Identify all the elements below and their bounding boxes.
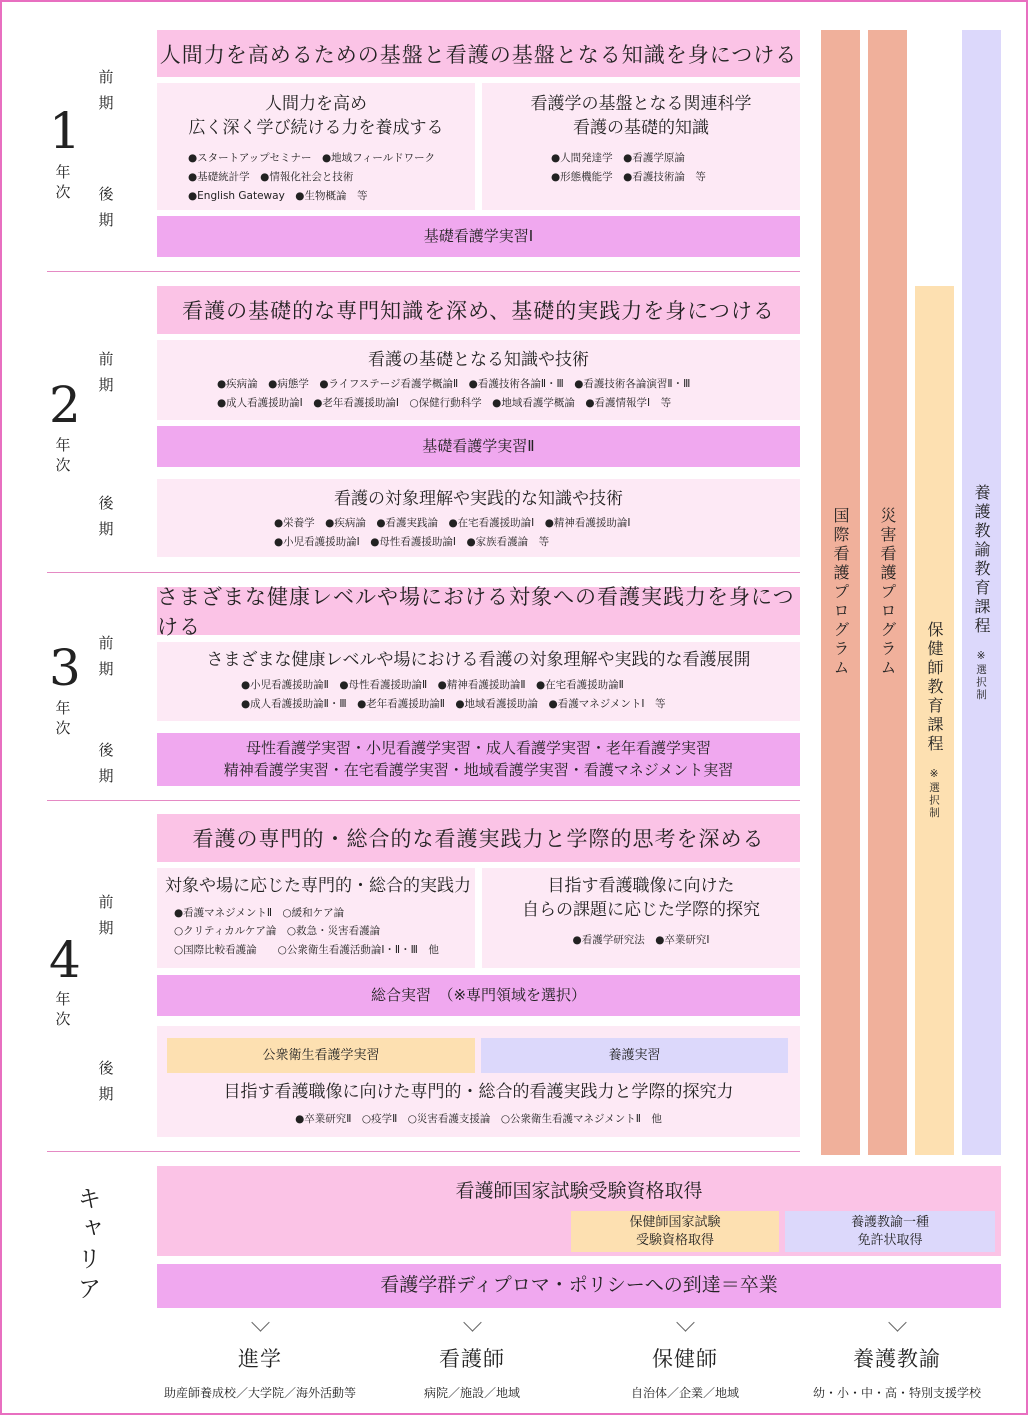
chevron-down-icon [676,1313,694,1331]
program-international [821,30,860,1155]
destination-name: 看護師 [439,1347,505,1371]
career-yogo-license: 養護教諭一種 免許状取得 [785,1211,995,1252]
destination-detail: 病院／施設／地域 [423,1386,520,1400]
year-1-box-nursing-basics-items: ●人間発達学 ●看護学原論 ●形態機能学 ●看護技術論 等 [551,151,706,184]
year-2-box-practical-items: ●栄養学 ●疾病論 ●看護実践論 ●在宅看護援助論Ⅰ ●精神看護援助論Ⅰ ●小児看護援助論Ⅰ ●母性看護援助論Ⅰ ●家族看護論 等 [274,516,631,549]
year-1-practicum: 基礎看護学実習Ⅰ [157,216,800,257]
year-3-practicum: 母性看護学実習・小児看護学実習・成人看護学実習・老年看護学実習 精神看護学実習・在宅看護学実習・地域看護学実習・看護マネジメント実習 [157,733,800,786]
year-divider-3 [47,800,800,801]
year-4-final-title: 目指す看護職像に向けた専門的・総合的看護実践力と学際的探究力 [223,1082,734,1102]
destination-name: 保健師 [652,1347,718,1371]
chevron-down-icon [463,1313,481,1331]
chevron-down-icon [251,1313,269,1331]
year-3-box-diverse-items: ●小児看護援助論Ⅱ ●母性看護援助論Ⅱ ●精神看護援助論Ⅱ ●在宅看護援助論Ⅱ ●成人看護援助論Ⅱ・Ⅲ ●老年看護援助論Ⅱ ●地域看護援助論 ●看護マネジメントⅠ 等 [241,678,666,711]
destination-public-health-nurse [570,1316,800,1401]
destination-detail: 助産師養成校／大学院／海外活動等 [163,1386,356,1400]
year-1-term-first: 前期 [98,68,114,113]
program-public-health-nurse [915,286,954,1155]
year-1-label: 年次 [55,163,71,201]
year-4-term-first: 前期 [98,893,114,938]
program-public-health-nurse-note: ※選択制 [928,768,940,820]
year-2-number: 2 [49,376,81,434]
year-3-term-first: 前期 [98,634,114,679]
school-nurse-practicum: 養護実習 [481,1038,788,1073]
year-4-number: 4 [49,931,81,989]
year-divider-2 [47,572,800,573]
destination-name: 養護教諭 [853,1347,941,1371]
year-3-box-diverse [157,642,800,721]
year-2-box-foundation [157,340,800,420]
year-2-practicum: 基礎看護学実習Ⅱ [157,426,800,467]
year-2-box-foundation-title: 看護の基礎となる知識や技術 [368,350,589,370]
year-1-box-humanity [157,83,475,210]
program-school-nurse-name: 養護教諭教育課程 [972,483,991,636]
career-license-box [157,1166,1001,1256]
destination-school-nurse [782,1316,1012,1401]
program-disaster [868,30,907,1155]
chevron-down-icon [888,1313,906,1331]
public-health-practicum: 公衆衛生看護学実習 [167,1038,475,1073]
year-4-header: 看護の専門的・総合的な看護実践力と学際的思考を深める [157,814,800,862]
program-disaster-name: 災害看護プログラム [878,507,897,678]
program-public-health-nurse-name: 保健師教育課程 [925,621,944,755]
year-4-box-interdisciplinary-title: 目指す看護職像に向けた 自らの課題に応じた学際的探究 [522,876,760,920]
year-2-box-foundation-items: ●疾病論 ●病態学 ●ライフステージ看護学概論Ⅱ ●看護技術各論Ⅱ・Ⅲ ●看護技術各論演習Ⅱ・Ⅲ ●成人看護援助論Ⅰ ●老年看護援助論Ⅰ ○保健行動科学 ●地域看護学概論 ●看護情報学Ⅰ 等 [217,377,691,410]
year-2-term-first: 前期 [98,350,114,395]
year-divider-1 [47,271,800,272]
destination-graduate-school [145,1316,375,1401]
year-1-box-humanity-items: ●スタートアップセミナー ●地域フィールドワーク ●基礎統計学 ●情報化社会と技術 ●English Gateway ●生物概論 等 [188,151,436,203]
year-3-label: 年次 [55,699,71,737]
year-2-label: 年次 [55,436,71,474]
year-3-number: 3 [49,639,81,697]
year-2-term-second: 後期 [98,494,114,539]
year-4-box-specialized-items: ●看護マネジメントⅡ ○緩和ケア論 ○クリティカルケア論 ○救急・災害看護論 ○国際比較看護論 ○公衆衛生看護活動論Ⅰ・Ⅱ・Ⅲ 他 [174,906,439,956]
program-school-nurse-note: ※選択制 [975,649,987,702]
year-3-term-second: 後期 [98,741,114,786]
career-label: キャリア [73,1186,101,1306]
year-divider-4 [47,1151,800,1152]
year-1-box-humanity-title: 人間力を高め 広く深く学び続ける力を養成する [188,94,444,138]
year-3-header: さまざまな健康レベルや場における対象への看護実践力を身につける [157,587,800,635]
year-4-term-second: 後期 [98,1059,114,1104]
career-phn-license: 保健師国家試験 受験資格取得 [571,1211,779,1252]
career-main-license: 看護師国家試験受験資格取得 [455,1180,703,1202]
year-4-box-interdisciplinary [482,868,800,968]
year-4-final-items: ●卒業研究Ⅱ ○疫学Ⅱ ○災害看護支援論 ○公衆衛生看護マネジメントⅡ 他 [295,1113,662,1125]
destination-detail: 幼・小・中・高・特別支援学校 [812,1386,981,1400]
year-4-practicum: 総合実習 （※専門領域を選択） [157,975,800,1016]
year-3-box-diverse-title: さまざまな健康レベルや場における看護の対象理解や実践的な看護展開 [206,650,751,670]
program-school-nurse [962,30,1001,1155]
year-1-header: 人間力を高めるための基盤と看護の基盤となる知識を身につける [157,30,800,77]
year-2-box-practical [157,479,800,557]
destination-name: 進学 [238,1347,282,1371]
year-1-box-nursing-basics-title: 看護学の基盤となる関連科学 看護の基礎的知識 [530,94,752,138]
program-international-name: 国際看護プログラム [831,507,850,678]
graduation-banner: 看護学群ディプロマ・ポリシーへの到達＝卒業 [157,1264,1001,1308]
year-1-number: 1 [49,102,81,160]
year-4-box-specialized-title: 対象や場に応じた専門的・総合的実践力 [165,876,471,896]
year-1-box-nursing-basics [482,83,800,210]
destination-detail: 自治体／企業／地域 [630,1386,739,1400]
year-4-box-final [157,1026,800,1137]
destination-nurse [357,1316,587,1401]
year-2-header: 看護の基礎的な専門知識を深め、基礎的実践力を身につける [157,286,800,334]
year-4-label: 年次 [55,990,71,1028]
year-2-box-practical-title: 看護の対象理解や実践的な知識や技術 [334,489,623,509]
year-4-box-specialized [157,868,475,968]
year-4-box-interdisciplinary-items: ●看護学研究法 ●卒業研究Ⅰ [572,933,710,946]
year-1-term-second: 後期 [98,185,114,230]
